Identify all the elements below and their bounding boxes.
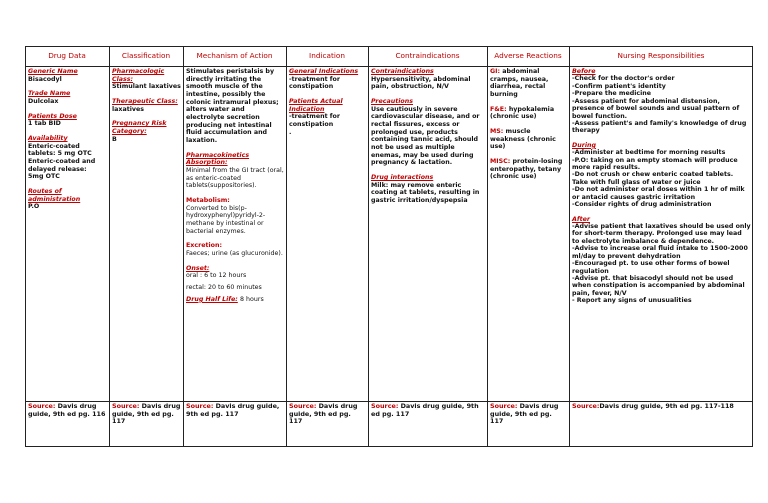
source-indication: Source: Davis drug guide, 9th ed pg. 117 (289, 402, 358, 426)
during-item: -Consider rights of drug administration (572, 201, 712, 209)
source-drug-data: Source: Davis drug guide, 9th ed pg. 116 (28, 402, 106, 418)
ms-label: MS: (490, 128, 504, 136)
column-divider (109, 46, 110, 447)
column-mechanism (183, 46, 286, 447)
pharmacokinetics-label: Pharmacokinetics Absorption: (186, 151, 250, 167)
after-label: After (572, 215, 590, 223)
adverse-cell (487, 66, 569, 399)
before-item: -Confirm patient's identity (572, 82, 666, 90)
pregnancy-category: B (112, 135, 117, 143)
patient-indication: -treatment for constipation (289, 113, 340, 129)
source-adverse: Source: Davis drug guide, 9th ed pg. 117 (490, 402, 559, 426)
column-classification (109, 46, 183, 447)
availability-line: delayed release: (28, 165, 87, 173)
onset-rectal: rectal: 20 to 60 minutes (186, 284, 262, 292)
interactions-text: may remove enteric coating at tablets, resulting in gastric irritation/dyspepsia (371, 181, 480, 205)
source-nursing: Source:Davis drug guide, 9th ed pg. 117-118 (572, 402, 734, 410)
half-life: 8 hours (240, 295, 264, 303)
patients-dose-label: Patients Dose (28, 112, 77, 120)
half-life-label: Drug Half Life: (186, 295, 238, 303)
misc-label: MISC: (490, 158, 511, 166)
after-item: -Encouraged pt. to use other forms of bowel regulation (572, 260, 730, 275)
after-item: -Advise pt. that bisacodyl should not be used when constipation is accompanied by abdominal pain, fever, N/V (572, 274, 745, 297)
precautions-label: Precautions (371, 98, 413, 106)
therapeutic-class: laxatives (112, 105, 145, 113)
availability-line: Enteric-coated (28, 142, 80, 150)
column-divider (569, 46, 570, 447)
drug-study-table (25, 46, 753, 447)
general-indications: -treatment for constipation (289, 75, 340, 91)
nursing-cell (569, 66, 753, 399)
precautions-text: Use cautiously in severe cardiovascular disease, and or rectal fissures, excess or prolonged use, products containing tannic acid, should not be used as multiple enemas, may be used during pregnancy & lactation. (371, 105, 480, 167)
column-divider (183, 46, 184, 447)
source-divider (25, 401, 753, 402)
header-indication: Indication (309, 51, 345, 61)
generic-name-label: Generic Name (28, 68, 78, 75)
source-mechanism: Source: Davis drug guide, 9th ed pg. 117 (186, 402, 280, 418)
during-label: During (572, 141, 596, 149)
metabolism-label: Metabolism: (186, 197, 230, 205)
header-classification: Classification (121, 51, 171, 61)
patients-dose: 1 tab BID (28, 120, 61, 128)
during-item: -Do not crush or chew enteric coated tablets. Take with full glass of water or juice (572, 171, 734, 186)
after-item: -Advise patient that laxatives should be used only for short-term therapy. Prolonged use may lead to electrolyte imbalance & dependence. (572, 223, 751, 245)
pharmacologic-class-label: Pharmacologic Class: (112, 68, 165, 83)
column-nursing (569, 46, 753, 447)
pregnancy-category-label: Pregnancy Risk Category: (112, 120, 167, 136)
contraindications-cell (368, 66, 487, 399)
ms-text: muscle weakness (chronic use) (490, 128, 556, 151)
trade-name: Dulcolax (28, 98, 59, 106)
pharmacologic-class: Stimulant laxatives (112, 83, 181, 91)
table-border-top (25, 46, 753, 47)
fe-text: hypokalemia (chronic use) (490, 105, 555, 121)
header-adverse: Adverse Reactions (494, 51, 562, 61)
onset-oral: oral : 6 to 12 hours (186, 272, 247, 280)
during-item: -Do not administer oral doses within 1 hr of milk or antacid causes gastric irritation (572, 186, 745, 201)
availability-label: Availability (28, 135, 68, 143)
header-divider (25, 66, 753, 67)
column-divider (286, 46, 287, 447)
before-item: -Check for the doctor's order (572, 75, 675, 83)
during-item: -Administer at bedtime for morning results (572, 149, 726, 157)
patient-indication-label: Patients Actual Indication (289, 98, 343, 113)
excretion-label: Excretion: (186, 242, 222, 250)
source-contraindications: Source: Davis drug guide, 9th ed pg. 117 (371, 402, 479, 418)
column-adverse (487, 46, 569, 447)
table-border-right (752, 46, 753, 447)
column-drug-data (25, 46, 109, 447)
header-contraindications: Contraindications (395, 51, 460, 61)
general-indications-label: General Indications (289, 68, 359, 75)
header-nursing: Nursing Responsibilities (617, 51, 705, 61)
before-item: -Assess patient's and family's knowledge of drug therapy (572, 119, 747, 135)
drug-data-cell (25, 66, 109, 399)
routes: P.O (28, 203, 40, 211)
column-divider (487, 46, 488, 447)
misc-text: protein-losing enteropathy, tetany (chronic use) (490, 158, 563, 181)
before-item: -Prepare the medicine (572, 90, 652, 98)
column-contraindications (368, 46, 487, 447)
header-mechanism: Mechanism of Action (196, 51, 273, 61)
during-item: -P.O: taking on an empty stomach will produce more rapid results. (572, 156, 738, 172)
mechanism-text: Stimulates peristalsis by directly irritating the smooth muscle of the intestine, possibly the colonic intramural plexus; alters water and electrolyte secretion producing net intestinal fluid accumulation and laxation. (186, 68, 279, 145)
fe-label: F&E: (490, 105, 507, 113)
excretion: Faeces; urine (as glucuronide). (186, 250, 283, 258)
table-border-bottom (25, 446, 753, 447)
metabolism: Converted to bis(p-hydroxyphenyl)pyridyl-2-methane by intestinal or bacterial enzymes. (186, 204, 266, 235)
source-classification: Source: Davis drug guide, 9th ed pg. 117 (112, 402, 181, 426)
onset-label: Onset: (186, 264, 210, 272)
table-border-left (25, 46, 26, 447)
interactions-milk: Milk: (371, 181, 389, 189)
header-drug-data: Drug Data (48, 51, 86, 61)
interactions-label: Drug interactions (371, 174, 434, 182)
column-divider (368, 46, 369, 447)
absorption: Minimal from the GI tract (oral, as enteric-coated tablets(suppositories). (186, 167, 284, 190)
trade-name-label: Trade Name (28, 90, 71, 98)
after-item: -Advise to increase oral fluid intake to 1500-2000 ml/day to prevent dehydration (572, 245, 748, 260)
availability-line: 5mg OTC (28, 173, 60, 181)
before-label: Before (572, 68, 596, 75)
routes-label: Routes of administration (28, 188, 81, 203)
column-indication (286, 46, 368, 447)
mechanism-cell (183, 66, 286, 399)
contraindications-text: Hypersensitivity, abdominal pain, obstruction, N/V (371, 75, 471, 91)
before-item: -Assess patient for abdominal distension, presence of bowel sounds and usual pattern of bowel function. (572, 97, 740, 120)
availability-line: Enteric-coated and (28, 158, 96, 166)
gi-label: GI: (490, 68, 501, 75)
generic-name: Bisacodyl (28, 75, 62, 83)
indication-cell: General Indications -treatment for constipation Patients Actual Indication -treatment for constipation . (286, 66, 368, 399)
classification-cell (109, 66, 183, 399)
after-item: - Report any signs of unusualities (572, 297, 692, 305)
contraindications-label: Contraindications (371, 68, 434, 75)
availability-line: tablets: 5 mg OTC (28, 150, 92, 158)
therapeutic-class-label: Therapeutic Class: (112, 98, 178, 106)
gi-text: abdominal cramps, nausea, diarrhea, rectal burning (490, 68, 549, 99)
